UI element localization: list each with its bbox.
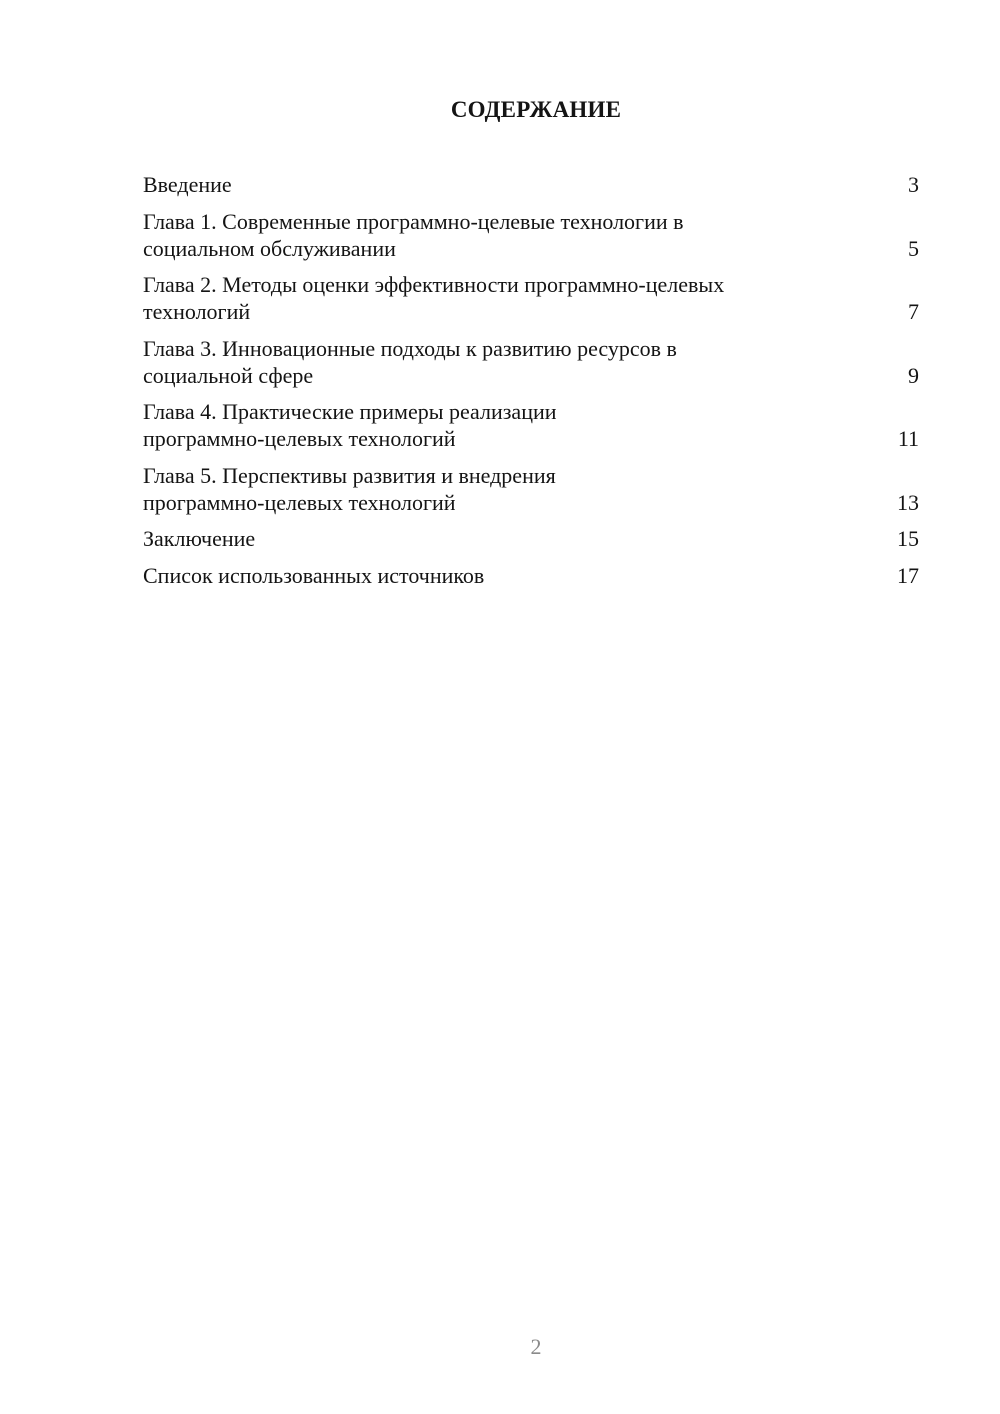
toc-entry-chapter-4 [143,398,919,452]
toc-entry-text: Глава 1. Современные программно-целевые технологии в социальном обслуживании [143,208,684,261]
toc-entry-page: 15 [897,526,919,551]
toc-entry-chapter-2 [143,271,919,325]
toc-entry-text: Заключение [143,526,256,551]
page-title: СОДЕРЖАНИЕ [450,97,622,122]
toc-entry-page: 13 [897,489,919,515]
toc-entry-chapter-5 [143,462,919,516]
toc-entry-text: Глава 5. Перспективы развития и внедрения программно-целевых технологий [143,462,556,515]
toc-entry-page: 7 [908,299,919,324]
toc-entry-introduction [143,171,919,198]
toc-entry-page: 5 [908,235,919,261]
toc-entry-chapter-3 [143,335,919,389]
toc-entry-page: 17 [897,562,919,588]
toc-entry-text: Введение [143,172,232,197]
table-of-contents [143,171,919,598]
page-number: 2 [530,1334,542,1359]
toc-entry-page: 9 [908,362,919,388]
toc-entry-references [143,562,919,589]
toc-entry-page: 11 [897,426,919,451]
toc-entry-text: Глава 3. Инновационные подходы к развитию ресурсов в социальной сфере [143,335,677,388]
toc-entry-chapter-1 [143,208,919,262]
toc-entry-page: 3 [908,172,919,197]
toc-entry-text: Глава 4. Практические примеры реализации программно-целевых технологий [143,399,557,451]
toc-entry-conclusion [143,525,919,552]
toc-entry-text: Список использованных источников [143,562,485,588]
toc-entry-text: Глава 2. Методы оценки эффективности программно-целевых технологий [143,272,725,324]
